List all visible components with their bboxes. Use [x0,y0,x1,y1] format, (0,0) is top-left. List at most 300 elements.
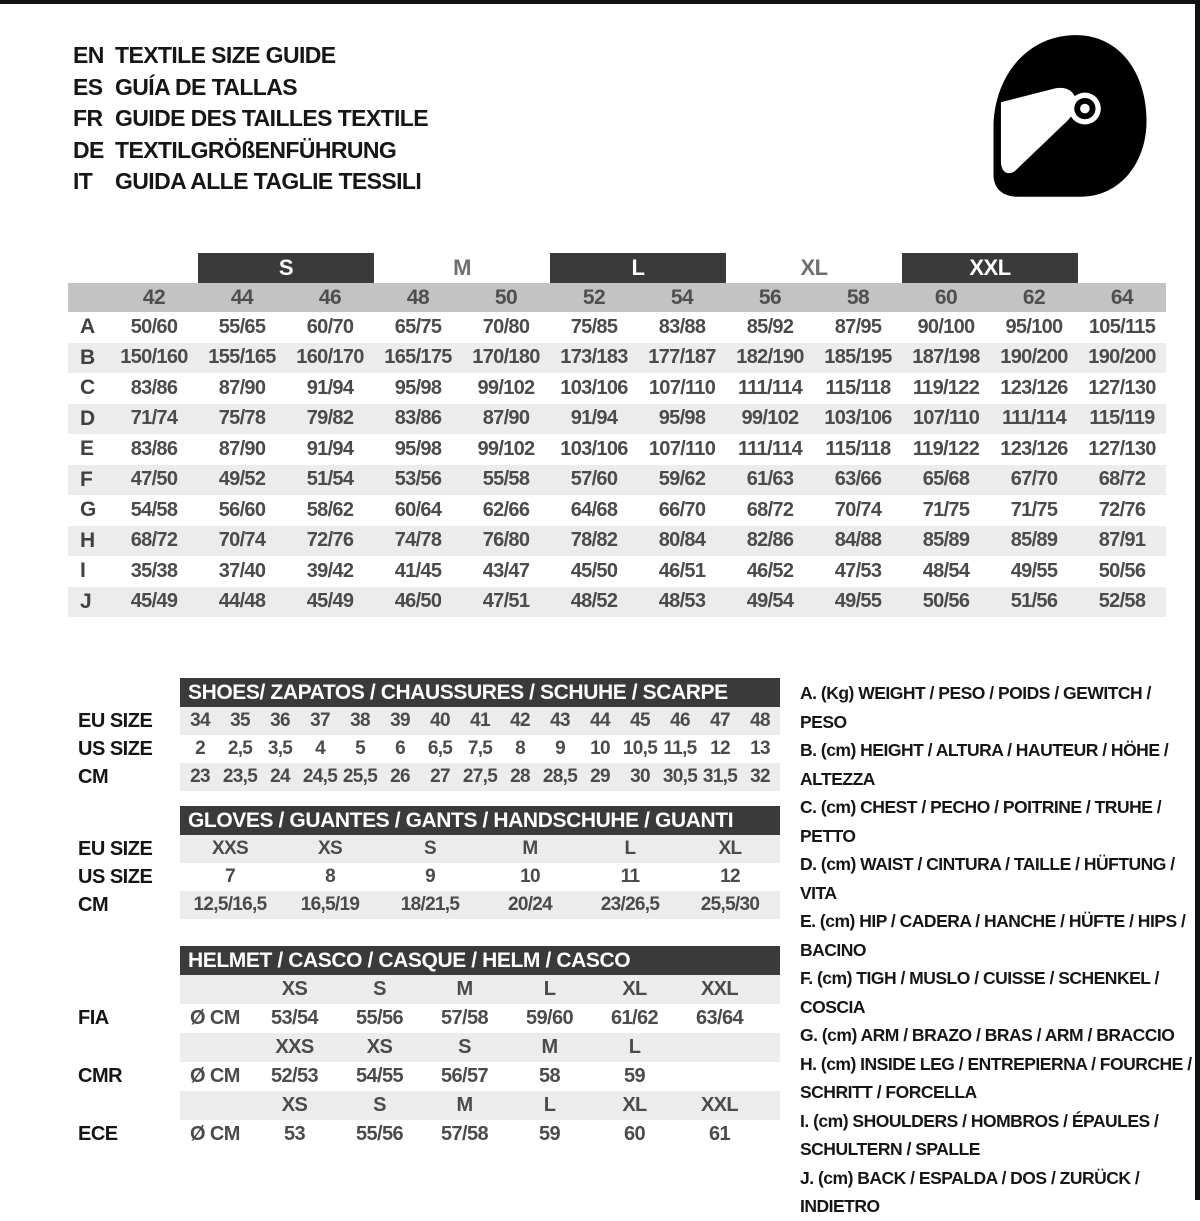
shoes-cm-cell: 28 [510,766,530,787]
gloves-cm-cell: 23/26,5 [600,894,660,915]
size-value-cell: 84/88 [834,529,882,552]
shoes-cm-cell: 30 [630,766,650,787]
size-value-cell: 91/94 [570,407,618,430]
helmet-value-row [180,1120,780,1149]
gloves-us-cell: 7 [225,866,235,887]
shoes-cm-cell: 29 [590,766,610,787]
row-letter: C [80,376,95,400]
size-value-cell: 127/130 [1088,437,1156,460]
size-value-cell: 177/187 [648,346,716,369]
size-row [68,526,1166,557]
helmet-table-body [180,975,780,1149]
shoes-eu-cell: 42 [510,710,530,731]
size-value-cell: 85/89 [922,529,970,552]
shoes-cm-cell: 27,5 [462,766,498,787]
shoes-us-cell: 11,5 [663,738,697,759]
size-value-cell: 182/190 [736,346,804,369]
size-value-cell: 48/54 [922,559,970,582]
size-value-cell: 53/56 [394,468,442,491]
row-letter: D [80,406,95,430]
size-value-cell: 48/52 [570,590,618,613]
size-value-cell: 64/68 [570,498,618,521]
helmet-size-row [180,1091,780,1120]
size-value-cell: 71/75 [922,498,970,521]
shoes-us-size-label: US SIZE [78,738,153,760]
size-value-cell: 99/102 [477,437,535,460]
language-code: ES [73,73,103,100]
numeric-size: 48 [406,285,430,309]
size-value-cell: 68/72 [1098,468,1146,491]
gloves-table-title: GLOVES / GUANTES / GANTS / HANDSCHUHE / GUANTI [180,806,780,835]
size-row [68,465,1166,496]
size-value-cell: 190/200 [1000,346,1068,369]
legend-item: H. (cm) INSIDE LEG / ENTREPIERNA / FOURCHE / SCHRITT / FORCELLA [800,1053,1192,1102]
shoes-cm-cell: 24 [270,766,290,787]
shoes-us-cell: 4 [315,738,325,759]
gloves-us-cell: 9 [425,866,435,887]
numeric-size: 64 [1110,285,1134,309]
legend-item: I. (cm) SHOULDERS / HOMBROS / ÉPAULES / SCHULTERN / SPALLE [800,1110,1159,1159]
helmet-value-cell: 58 [538,1065,561,1087]
helmet-size-cell: XXL [700,978,739,1000]
helmet-fia-label: FIA [78,1007,109,1029]
size-row [68,373,1166,404]
textile-size-table [68,253,1166,617]
size-value-cell: 55/58 [482,468,530,491]
size-value-cell: 79/82 [306,407,354,430]
size-value-cell: 44/48 [218,590,266,613]
shoes-eu-cell: 48 [750,710,770,731]
shoes-cm-cell: 23,5 [222,766,258,787]
size-row [68,343,1166,374]
size-value-cell: 83/86 [130,376,178,399]
row-letter: B [80,345,95,369]
helmet-value-cell: 63/64 [695,1007,744,1029]
gloves-us-size-label: US SIZE [78,866,153,888]
size-row [68,404,1166,435]
size-value-cell: 127/130 [1088,376,1156,399]
numeric-size: 58 [846,285,870,309]
size-value-cell: 123/126 [1000,376,1068,399]
shoes-eu-size-label: EU SIZE [78,710,153,732]
gloves-us-row [180,863,780,891]
size-value-cell: 83/86 [130,437,178,460]
size-value-cell: 65/68 [922,468,970,491]
size-value-cell: 87/90 [218,376,266,399]
helmet-value-cell: 61/62 [610,1007,659,1029]
shoes-eu-cell: 41 [470,710,490,731]
size-group-xl: XL [800,255,828,280]
gloves-cm-label: CM [78,894,109,916]
shoes-eu-row [180,707,780,735]
shoes-us-cell: 12 [710,738,730,759]
size-value-cell: 50/56 [922,590,970,613]
size-value-cell: 95/98 [394,376,442,399]
helmet-value-cell: 53/54 [270,1007,319,1029]
gloves-cm-cell: 18/21,5 [400,894,460,915]
shoes-cm-cell: 27 [430,766,450,787]
numeric-size: 62 [1022,285,1046,309]
shoes-eu-cell: 34 [190,710,210,731]
helmet-value-cell: 53 [283,1123,306,1145]
gloves-us-cell: 12 [720,866,740,887]
size-value-cell: 119/122 [912,437,980,460]
guide-title: TEXTILGRÖßENFÜHRUNG [115,136,397,163]
numeric-size: 42 [142,285,166,309]
size-value-cell: 99/102 [741,407,799,430]
gloves-eu-row [180,835,780,863]
helmet-size-cell: L [628,1036,641,1058]
shoes-eu-cell: 39 [390,710,410,731]
size-value-cell: 72/76 [1098,498,1146,521]
size-value-cell: 67/70 [1010,468,1058,491]
helmet-unit-cell: Ø CM [190,1007,240,1029]
helmet-size-cell: M [456,1094,473,1116]
size-value-cell: 39/42 [306,559,354,582]
size-value-cell: 80/84 [658,529,706,552]
size-value-cell: 85/89 [1010,529,1058,552]
page-top-edge [0,0,1200,4]
size-value-cell: 87/90 [218,437,266,460]
language-code: IT [73,168,93,194]
gloves-cm-cell: 12,5/16,5 [193,894,267,915]
helmet-size-cell: S [373,1094,386,1116]
size-value-cell: 173/183 [560,346,628,369]
size-value-cell: 46/50 [394,590,442,613]
gloves-eu-cell: L [624,838,636,859]
size-row [68,495,1166,526]
size-value-cell: 51/56 [1010,590,1058,613]
size-value-cell: 62/66 [482,498,530,521]
size-value-cell: 55/65 [218,315,266,338]
shoes-eu-cell: 47 [710,710,730,731]
shoes-us-cell: 13 [750,738,770,759]
helmet-value-cell: 57/58 [440,1007,489,1029]
helmet-value-cell: 55/56 [355,1007,404,1029]
numeric-size: 52 [582,285,606,309]
helmet-value-cell: 61 [708,1123,731,1145]
racing-helmet-icon-svg [985,32,1155,200]
helmet-table-title: HELMET / CASCO / CASQUE / HELM / CASCO [180,946,780,975]
size-value-cell: 185/195 [824,346,892,369]
shoes-eu-cell: 36 [270,710,290,731]
helmet-unit-cell: Ø CM [190,1123,240,1145]
gloves-cm-cell: 20/24 [507,894,553,915]
size-value-cell: 49/55 [834,590,882,613]
helmet-table [180,946,780,1149]
size-value-cell: 45/50 [570,559,618,582]
helmet-size-cell: M [541,1036,558,1058]
size-value-cell: 72/76 [306,529,354,552]
shoes-eu-cell: 38 [350,710,370,731]
gloves-eu-cell: S [424,838,436,859]
size-value-cell: 95/98 [658,407,706,430]
size-value-cell: 65/75 [394,315,442,338]
size-value-cell: 123/126 [1000,437,1068,460]
size-value-cell: 107/110 [648,376,716,399]
shoes-eu-cell: 46 [670,710,690,731]
numeric-size: 46 [318,285,342,309]
size-table-body [68,312,1166,617]
shoes-cm-cell: 26 [390,766,410,787]
language-row [73,166,428,198]
guide-title: GUIDE DES TAILLES TEXTILE [115,105,428,131]
shoes-table [180,678,780,791]
size-value-cell: 59/62 [658,468,706,491]
size-value-cell: 70/80 [482,315,530,338]
helmet-size-row [180,975,780,1004]
shoes-us-cell: 3,5 [267,738,293,759]
language-code: EN [73,42,104,68]
shoes-us-cell: 2 [195,738,205,759]
size-value-cell: 99/102 [477,376,535,399]
size-value-cell: 66/70 [658,498,706,521]
helmet-value-cell: 52/53 [270,1065,319,1087]
language-row [73,135,428,167]
size-group-l: L [550,253,726,283]
helmet-value-row [180,1004,780,1033]
size-value-cell: 82/86 [746,529,794,552]
shoes-table-title: SHOES/ ZAPATOS / CHAUSSURES / SCHUHE / SCARPE [180,678,780,707]
guide-title: GUIDA ALLE TAGLIE TESSILI [115,168,422,194]
size-value-cell: 51/54 [306,468,354,491]
size-value-cell: 91/94 [306,376,354,399]
size-value-cell: 111/114 [737,437,803,460]
shoes-eu-cell: 43 [550,710,570,731]
shoes-us-cell: 6,5 [427,738,453,759]
size-value-cell: 160/170 [296,346,364,369]
shoes-eu-cell: 45 [630,710,650,731]
gloves-cm-cell: 25,5/30 [700,894,760,915]
helmet-value-cell: 54/55 [355,1065,404,1087]
row-letter: A [80,315,95,339]
size-value-cell: 58/62 [306,498,354,521]
size-value-cell: 49/52 [218,468,266,491]
size-value-cell: 41/45 [394,559,442,582]
helmet-value-cell: 59 [623,1065,646,1087]
helmet-size-cell: XS [281,1094,308,1116]
size-value-cell: 111/114 [737,376,803,399]
helmet-size-cell: L [543,978,556,1000]
shoes-cm-cell: 30,5 [662,766,698,787]
size-value-cell: 61/63 [746,468,794,491]
shoes-us-row [180,735,780,763]
gloves-us-cell: 11 [620,866,640,887]
size-value-cell: 150/160 [120,346,188,369]
row-letter: I [80,559,86,583]
size-value-cell: 37/40 [218,559,266,582]
size-value-cell: 35/38 [130,559,178,582]
legend-item: E. (cm) HIP / CADERA / HANCHE / HÜFTE / HIPS / BACINO [800,911,1186,960]
guide-title: GUÍA DE TALLAS [115,73,297,100]
shoes-us-cell: 8 [515,738,525,759]
size-value-cell: 155/165 [208,346,276,369]
language-row [73,40,428,72]
size-value-cell: 47/50 [130,468,178,491]
shoes-cm-cell: 23 [190,766,210,787]
size-value-cell: 87/90 [482,407,530,430]
size-value-cell: 57/60 [570,468,618,491]
helmet-value-cell: 57/58 [440,1123,489,1145]
size-value-cell: 76/80 [482,529,530,552]
helmet-unit-cell: Ø CM [190,1065,240,1087]
shoes-us-cell: 2,5 [227,738,253,759]
title-block [73,40,428,198]
size-value-cell: 63/66 [834,468,882,491]
legend-item: C. (cm) CHEST / PECHO / POITRINE / TRUHE / PETTO [800,797,1162,846]
gloves-eu-size-label: EU SIZE [78,838,153,860]
shoes-us-cell: 6 [395,738,405,759]
helmet-size-cell: XXS [275,1036,314,1058]
shoes-eu-cell: 35 [230,710,250,731]
size-value-cell: 107/110 [912,407,980,430]
size-group-header [68,253,1166,283]
size-value-cell: 187/198 [912,346,980,369]
shoes-eu-cell: 37 [310,710,330,731]
helmet-size-cell: XS [281,978,308,1000]
size-value-cell: 49/55 [1010,559,1058,582]
shoes-cm-label: CM [78,766,109,788]
size-value-cell: 60/64 [394,498,442,521]
racing-helmet-icon [985,32,1155,200]
numeric-size: 54 [670,285,694,309]
helmet-ece-label: ECE [78,1123,118,1145]
size-value-cell: 60/70 [306,315,354,338]
size-value-cell: 90/100 [917,315,975,338]
measurement-legend [800,679,1198,1221]
legend-item: G. (cm) ARM / BRAZO / BRAS / ARM / BRACCIO [800,1025,1175,1045]
size-value-cell: 83/86 [394,407,442,430]
gloves-eu-cell: XXS [212,838,248,859]
shoes-cm-cell: 31,5 [702,766,738,787]
size-value-cell: 50/60 [130,315,178,338]
helmet-size-cell: XS [366,1036,393,1058]
shoes-cm-cell: 28,5 [542,766,578,787]
language-code: FR [73,105,103,131]
size-value-cell: 70/74 [218,529,266,552]
size-value-cell: 75/78 [218,407,266,430]
size-value-cell: 103/106 [560,437,628,460]
row-letter: G [80,498,96,522]
size-value-cell: 74/78 [394,529,442,552]
legend-item: J. (cm) BACK / ESPALDA / DOS / ZURÜCK / INDIETRO [800,1167,1140,1216]
size-group-s: S [198,253,374,283]
numeric-size: 44 [230,285,254,309]
row-letter: E [80,437,94,461]
size-value-cell: 68/72 [746,498,794,521]
shoes-us-cell: 10,5 [622,738,658,759]
size-value-cell: 71/75 [1010,498,1058,521]
size-value-cell: 43/47 [482,559,530,582]
gloves-eu-cell: M [522,838,538,859]
shoes-cm-cell: 25,5 [342,766,378,787]
language-row [73,103,428,135]
size-value-cell: 105/115 [1088,315,1156,338]
size-value-cell: 95/100 [1005,315,1063,338]
helmet-value-cell: 59 [538,1123,561,1145]
numeric-size-header [68,283,1166,312]
size-value-cell: 170/180 [472,346,540,369]
size-value-cell: 46/51 [658,559,706,582]
guide-title: TEXTILE SIZE GUIDE [115,42,336,68]
helmet-size-row [180,1033,780,1062]
helmet-size-cell: XL [622,978,647,1000]
legend-item: D. (cm) WAIST / CINTURA / TAILLE / HÜFTUNG / VITA [800,854,1175,903]
row-letter: H [80,528,95,552]
numeric-size: 56 [758,285,782,309]
size-value-cell: 54/58 [130,498,178,521]
gloves-table [180,806,780,919]
helmet-value-row [180,1062,780,1091]
size-value-cell: 103/106 [824,407,892,430]
size-value-cell: 45/49 [306,590,354,613]
size-value-cell: 165/175 [384,346,452,369]
helmet-cmr-label: CMR [78,1065,123,1087]
shoes-us-cell: 7,5 [467,738,493,759]
helmet-size-cell: L [543,1094,556,1116]
size-value-cell: 50/56 [1098,559,1146,582]
legend-item: F. (cm) TIGH / MUSLO / CUISSE / SCHENKEL / COSCIA [800,968,1159,1017]
helmet-value-cell: 59/60 [525,1007,574,1029]
shoes-us-cell: 9 [555,738,565,759]
size-value-cell: 75/85 [570,315,618,338]
helmet-size-cell: XXL [700,1094,739,1116]
size-value-cell: 70/74 [834,498,882,521]
size-value-cell: 119/122 [912,376,980,399]
size-value-cell: 115/118 [825,376,891,399]
size-value-cell: 87/95 [834,315,882,338]
size-value-cell: 56/60 [218,498,266,521]
gloves-us-cell: 10 [520,866,540,887]
size-value-cell: 49/54 [746,590,794,613]
size-value-cell: 115/118 [825,437,891,460]
gloves-cm-cell: 16,5/19 [300,894,360,915]
size-value-cell: 52/58 [1098,590,1146,613]
shoes-cm-cell: 32 [750,766,770,787]
language-code: DE [73,136,104,163]
helmet-value-cell: 56/57 [440,1065,489,1087]
size-value-cell: 95/98 [394,437,442,460]
size-value-cell: 46/52 [746,559,794,582]
size-value-cell: 190/200 [1088,346,1156,369]
size-group-xxl: XXL [902,253,1078,283]
size-value-cell: 87/91 [1098,529,1146,552]
helmet-size-cell: M [456,978,473,1000]
size-value-cell: 107/110 [648,437,716,460]
numeric-size: 50 [494,285,518,309]
shoes-us-cell: 10 [590,738,610,759]
size-value-cell: 103/106 [560,376,628,399]
helmet-size-cell: S [458,1036,471,1058]
size-value-cell: 83/88 [658,315,706,338]
numeric-size: 60 [934,285,958,309]
gloves-us-cell: 8 [325,866,335,887]
shoes-eu-cell: 40 [430,710,450,731]
helmet-size-cell: S [373,978,386,1000]
shoes-cm-row [180,763,780,791]
size-value-cell: 68/72 [130,529,178,552]
row-letter: F [80,467,93,491]
helmet-size-cell: XL [622,1094,647,1116]
legend-item: B. (cm) HEIGHT / ALTURA / HAUTEUR / HÖHE / ALTEZZA [800,740,1169,789]
size-value-cell: 111/114 [1001,407,1067,430]
size-value-cell: 47/51 [482,590,530,613]
size-value-cell: 71/74 [130,407,178,430]
size-value-cell: 91/94 [306,437,354,460]
size-value-cell: 47/53 [834,559,882,582]
legend-item: A. (Kg) WEIGHT / PESO / POIDS / GEWITCH / PESO [800,683,1151,732]
shoes-eu-cell: 44 [590,710,610,731]
